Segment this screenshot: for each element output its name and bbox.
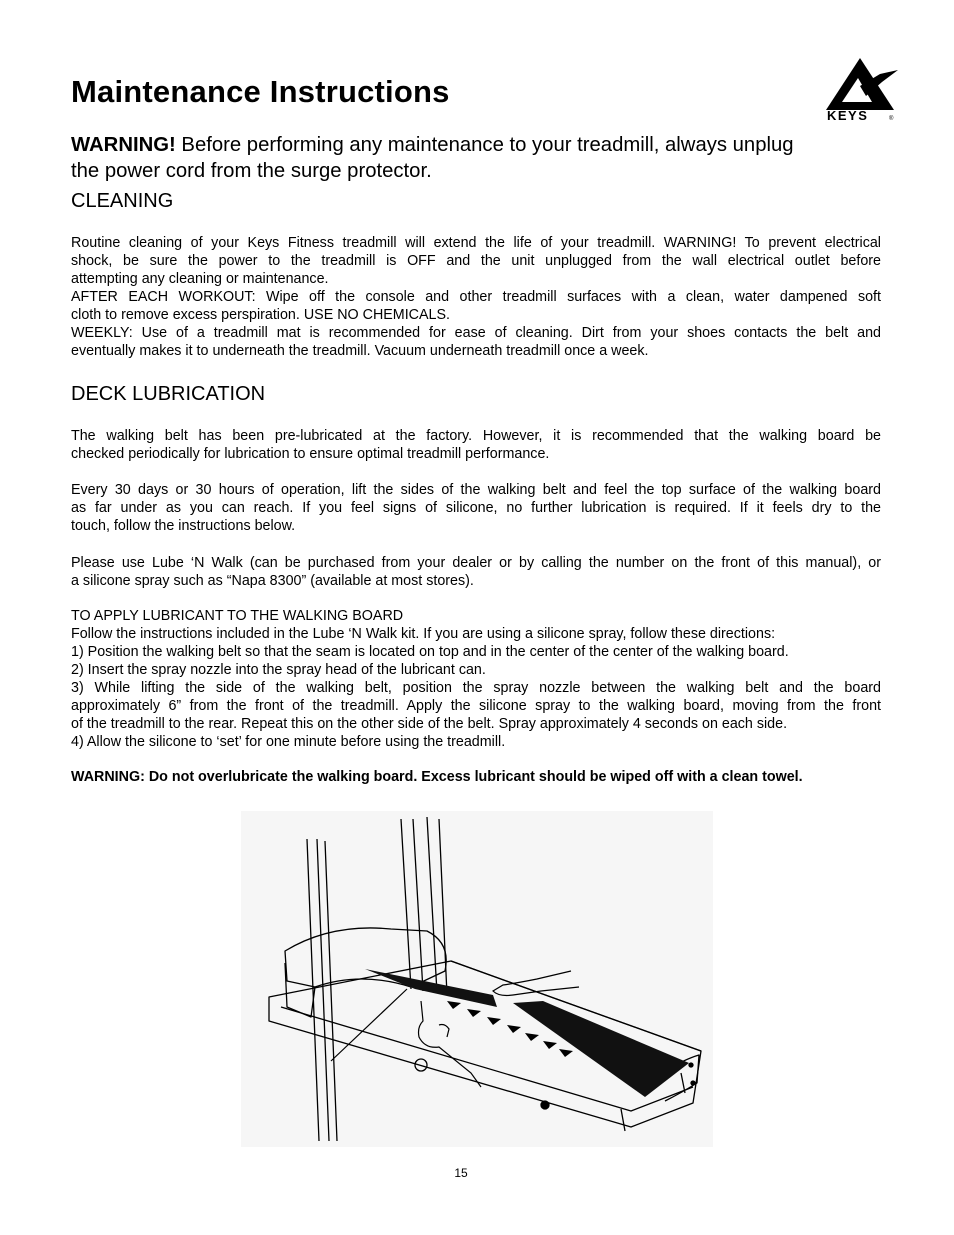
text-line: Every 30 days or 30 hours of operation, lift the sides of the walking belt and feel the top surface of the walking board [71,482,881,498]
deck-lubrication-heading: DECK LUBRICATION [71,383,266,405]
step-1: 1) Position the walking belt so that the seam is located on top and in the center of the center of the walking board. [71,644,789,660]
step-3-line: approximately 6” from the front of the treadmill. Apply the silicone spray to the walking board, moving from the front [71,698,881,714]
cleaning-paragraph-1 [71,234,881,360]
text-line: Please use Lube ‘N Walk (can be purchased from your dealer or by calling the number on the front of this manual), or [71,555,881,571]
text-line: AFTER EACH WORKOUT: Wipe off the console and other treadmill surfaces with a clean, water dampened soft [71,289,881,305]
page-title: Maintenance Instructions [71,74,450,109]
apply-lubricant-section [71,607,881,751]
logo-text: KEYS [827,108,869,122]
apply-heading: TO APPLY LUBRICANT TO THE WALKING BOARD [71,608,404,624]
step-4: 4) Allow the silicone to ‘set’ for one minute before using the treadmill. [71,734,506,750]
right-upright [401,817,447,995]
step-3-line: 3) While lifting the side of the walking belt, position the spray nozzle between the walking belt and the board [71,680,881,696]
text-line: shock, be sure the power to the treadmill is OFF and the unit unplugged from the wall electrical outlet before [71,253,881,269]
text-line: cloth to remove excess perspiration. USE NO CHEMICALS. [71,307,451,323]
deck-paragraph-3 [71,554,881,590]
text-line: as far under as you can reach. If you feel signs of silicone, no further lubrication is required. If it feels dry to the [71,500,881,516]
text-line: The walking belt has been pre-lubricated at the factory. However, it is recommended that the walking board be [71,428,881,444]
warning-intro [71,132,901,184]
treadmill-lubrication-illustration [241,811,713,1147]
warning-intro-text: Before performing any maintenance to your treadmill, always unplug [175,134,794,156]
warning-intro-line2: the power cord from the surge protector. [71,160,432,182]
step-2: 2) Insert the spray nozzle into the spray head of the lubricant can. [71,662,486,678]
lifting-hand [493,971,579,996]
final-warning: WARNING: Do not overlubricate the walking board. Excess lubricant should be wiped off with a clean towel. [71,769,803,785]
deck-paragraph-2 [71,481,881,535]
left-upright [307,839,337,1141]
keys-logo [822,56,898,122]
text-line: WEEKLY: Use of a treadmill mat is recommended for ease of cleaning. Dirt from your shoes contacts the belt and [71,325,881,341]
logo-registered-mark: ® [889,116,894,122]
cleaning-heading: CLEANING [71,190,174,212]
step-3-line: of the treadmill to the rear. Repeat this on the other side of the belt. Spray approximately 4 seconds on each side. [71,716,788,732]
text-line: attempting any cleaning or maintenance. [71,271,329,287]
belt-shadow-front [365,969,497,1007]
text-line: eventually makes it to underneath the treadmill. Vacuum underneath treadmill once a week. [71,343,649,359]
text-line: a silicone spray such as “Napa 8300” (available at most stores). [71,573,474,589]
apply-intro: Follow the instructions included in the Lube ‘N Walk kit. If you are using a silicone spray, follow these directions: [71,626,776,642]
warning-label: WARNING! [71,134,176,156]
text-line: touch, follow the instructions below. [71,518,296,534]
text-line: checked periodically for lubrication to ensure optimal treadmill performance. [71,446,550,462]
text-line: Routine cleaning of your Keys Fitness treadmill will extend the life of your treadmill. WARNING! To prevent electrical [71,235,881,251]
deck-paragraph-1 [71,427,881,463]
page-number: 15 [454,1166,468,1180]
